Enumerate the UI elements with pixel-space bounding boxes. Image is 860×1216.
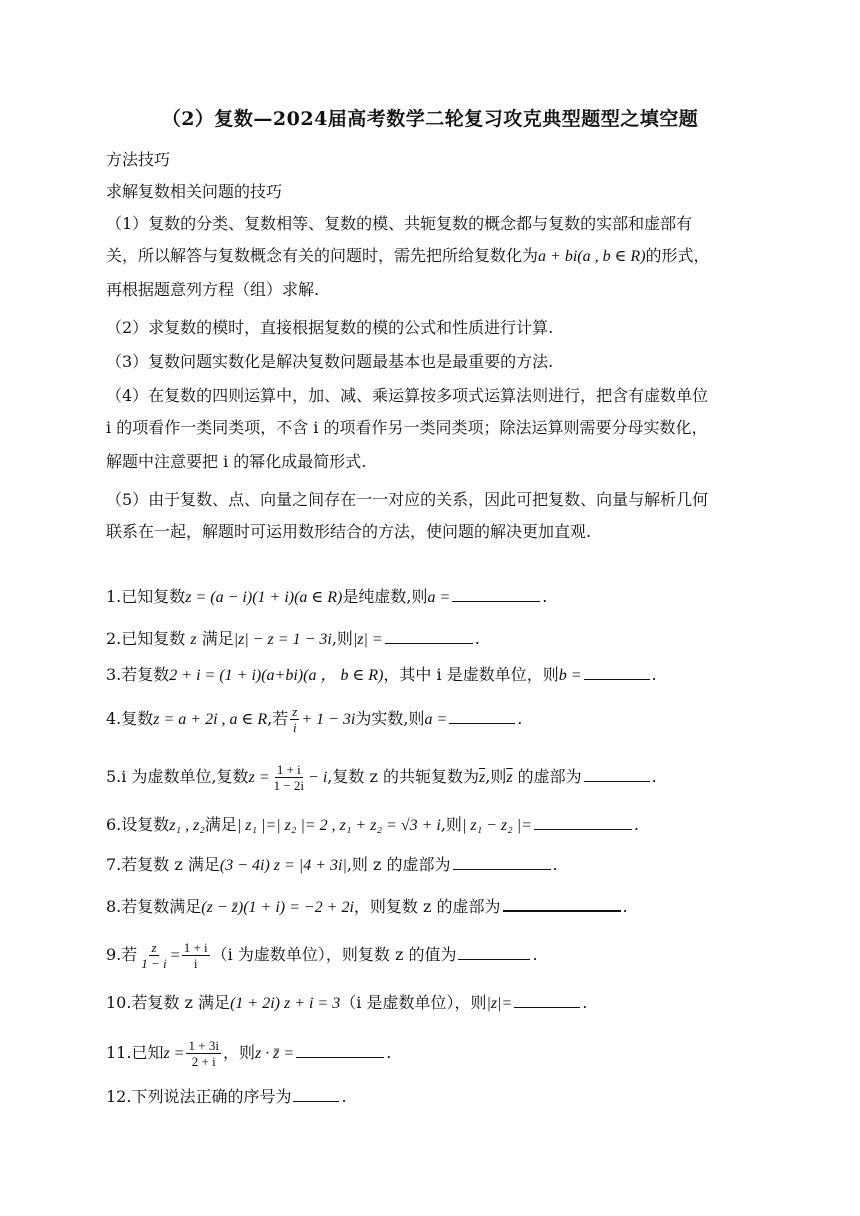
q5-fraction xyxy=(272,762,306,793)
method-p1-c: 再根据题意列方程（组）求解. xyxy=(106,280,320,299)
q1-prefix: 1.已知复数 xyxy=(106,587,186,606)
q9-frac2-num: 1 + i xyxy=(183,940,208,955)
q11-frac-num: 1 + 3i xyxy=(188,1038,219,1053)
method-p4-c: 解题中注意要把 i 的幂化成最简形式. xyxy=(106,452,367,471)
q10-prefix: 10.若复数 z 满足 xyxy=(106,993,231,1012)
method-p4-a: （4）在复数的四则运算中，加、减、乘运算按多项式运算法则进行，把含有虚数单位 xyxy=(106,386,709,405)
q2-answer-label: |z| = xyxy=(352,631,383,648)
q11-prefix: 11.已知 xyxy=(106,1043,164,1062)
q5-zbar: $\overline{z}$ xyxy=(479,769,486,786)
q9-frac2-den: i xyxy=(193,956,198,971)
q8-prefix: 8.若复数满足 xyxy=(106,897,202,916)
method-p5-a: （5）由于复数、点、向量之间存在一一对应的关系，因此可把复数、向量与解析几何 xyxy=(106,490,709,509)
q2-mid: 满足 xyxy=(201,629,234,648)
q6-mid: 满足 xyxy=(204,815,237,834)
q9-answer-blank[interactable] xyxy=(458,945,530,960)
q4-mid: ,若 xyxy=(267,709,289,728)
method-subheading: 求解复数相关问题的技巧 xyxy=(106,182,283,201)
q5-math2: − i xyxy=(308,769,328,786)
q6-math: | z₁ |=| z₂ |= 2 , z₁ + z₂ = √3 + i xyxy=(236,817,441,834)
method-p1-a: （1）复数的分类、复数相等、复数的模、共轭复数的概念都与复数的实部和虚部有 xyxy=(106,214,693,233)
q4-math2: + 1 − 3i xyxy=(301,711,356,728)
method-p2: （2）求复数的模时，直接根据复数的模的公式和性质进行计算. xyxy=(106,318,554,337)
q9-frac1-den: 1 − i xyxy=(141,956,167,971)
q6-z1z2: z₁ , z₂ xyxy=(169,817,205,834)
q4-answer-blank[interactable] xyxy=(449,709,515,724)
q10-answer-blank[interactable] xyxy=(514,993,580,1008)
question-7: 7.若复数 z 满足(3 − 4i) z = |4 + 3i|,则 z 的虚部为 . xyxy=(106,855,558,874)
q4-math: z = a + 2i , a ∈ R xyxy=(153,711,268,728)
q11-answer-label: z · z̄ = xyxy=(254,1045,295,1062)
question-9: 9.若 $\frac{z}{1 - i}$ = $\frac{1 + i}{i}$ （i 为虚数单位），则复数 z 的值为 . xyxy=(106,940,538,971)
question-1: 1.已知复数z = (a − i)(1 + i)(a ∈ R)是纯虚数,则a = . xyxy=(106,587,548,606)
q1-math: z = (a − i)(1 + i)(a ∈ R) xyxy=(185,589,343,606)
question-5: 5.i 为虚数单位,复数z = $\frac{1 + i}{1 - 2i}$ − i,复数 z 的共轭复数为$\overline{z}$,则$\overline{z}$ 的虚部为 . xyxy=(106,762,657,793)
q5-zbar2: $\overline{z}$ xyxy=(506,769,513,786)
method-p1-b xyxy=(106,246,760,267)
q3-answer-label: b = xyxy=(558,667,582,684)
q5-end: 的虚部为 xyxy=(517,767,582,786)
question-10: 10.若复数 z 满足(1 + 2i) z + i = 3（i 是虚数单位），则|z|= . xyxy=(106,993,588,1012)
q6-mid2: ,则 xyxy=(440,815,462,834)
q4-answer-label: a = xyxy=(424,711,448,728)
question-3: 3.若复数2 + i = (1 + i)(a+bi)(a ， b ∈ R)，其中 i 是虚数单位，则b = . xyxy=(106,665,657,684)
q11-frac-den: 2 + i xyxy=(191,1054,216,1069)
q3-math: 2 + i = (1 + i)(a+bi)(a ， b ∈ R) xyxy=(169,667,384,684)
q1-mid: 是纯虚数,则 xyxy=(342,587,428,606)
method-p1-b-text1: 关，所以解答与复数概念有关的问题时，需先把所给复数化为 xyxy=(106,246,539,265)
method-p1-b-text2: 的形式， xyxy=(645,246,710,265)
q2-math: |z| − z = 1 − 3i xyxy=(233,631,332,648)
question-12: 12.下列说法正确的序号为 . xyxy=(106,1087,347,1106)
q12-prefix: 12.下列说法正确的序号为 xyxy=(106,1087,292,1106)
q9-end: （i 为虚数单位），则复数 z 的值为 xyxy=(211,945,457,964)
q7-end: ,则 z 的虚部为 xyxy=(346,855,451,874)
q10-math: (1 + 2i) z + i = 3 xyxy=(230,995,341,1012)
q8-answer-blank[interactable] xyxy=(503,896,621,912)
q12-answer-blank[interactable] xyxy=(293,1087,339,1102)
q1-answer-blank[interactable] xyxy=(452,587,540,602)
q7-answer-blank[interactable] xyxy=(453,855,551,870)
q5-prefix: 5.i 为虚数单位,复数 xyxy=(106,767,249,786)
q4-frac-den: i xyxy=(292,720,297,735)
q8-math: (z − z̄)(1 + i) = −2 + 2i xyxy=(201,899,354,916)
q5-frac-num: 1 + i xyxy=(276,762,301,777)
q7-prefix: 7.若复数 z 满足 xyxy=(106,855,220,874)
q1-answer-label: a = xyxy=(427,589,451,606)
q2-answer-blank[interactable] xyxy=(385,629,473,644)
method-p3: （3）复数问题实数化是解决复数问题最基本也是最重要的方法. xyxy=(106,352,554,371)
q11-lhs: z = xyxy=(163,1045,185,1062)
q2-mid2: ,则 xyxy=(331,629,353,648)
q7-math: (3 − 4i) z = |4 + 3i| xyxy=(219,857,347,874)
method-heading: 方法技巧 xyxy=(106,150,171,169)
q4-frac-num: z xyxy=(292,704,298,719)
question-4: 4.复数z = a + 2i , a ∈ R,若 $\frac{z}{i}$ + 1 − 3i为实数,则a = . xyxy=(106,704,523,735)
method-p4-b: i 的项看作一类同类项，不含 i 的项看作另一类同类项；除法运算则需要分母实数化， xyxy=(106,418,708,437)
q6-prefix: 6.设复数 xyxy=(106,815,170,834)
q6-answer-label: | z₁ − z₂ |= xyxy=(461,817,532,834)
q3-mid: ，其中 i 是虚数单位，则 xyxy=(383,665,559,684)
q4-fraction xyxy=(290,704,299,735)
q2-z: z xyxy=(190,631,197,648)
q11-fraction xyxy=(186,1038,220,1069)
q9-prefix: 9.若 xyxy=(106,945,138,964)
q5-frac-den: 1 − 2i xyxy=(273,778,305,793)
q2-prefix: 2.已知复数 xyxy=(106,629,186,648)
q4-prefix: 4.复数 xyxy=(106,709,154,728)
q5-mid: ,复数 z 的共轭复数为 xyxy=(327,767,479,786)
q3-prefix: 3.若复数 xyxy=(106,665,170,684)
question-6: 6.设复数z₁ , z₂满足| z₁ |=| z₂ |= 2 , z₁ + z₂ = √3 + i,则| z₁ − z₂ |= . xyxy=(106,815,639,834)
question-2: 2.已知复数 z 满足|z| − z = 1 − 3i,则|z| = . xyxy=(106,629,480,648)
question-8: 8.若复数满足(z − z̄)(1 + i) = −2 + 2i，则复数 z 的虚部为 . xyxy=(106,897,628,916)
question-11: 11.已知z = $\frac{1 + 3i}{2 + i}$ ，则z · z̄ = . xyxy=(106,1038,392,1069)
q10-answer-label: |z|= xyxy=(486,995,513,1012)
q5-mid2: ,则 xyxy=(485,767,507,786)
q10-mid: （i 是虚数单位），则 xyxy=(340,993,487,1012)
method-p1-b-math: a + bi(a , b ∈ R) xyxy=(538,248,646,265)
q5-answer-blank[interactable] xyxy=(584,767,650,782)
q11-answer-blank[interactable] xyxy=(296,1043,384,1058)
q8-end: ，则复数 z 的虚部为 xyxy=(353,897,501,916)
q9-fraction-right xyxy=(182,940,210,971)
q9-frac1-num: z xyxy=(151,940,157,955)
q4-mid2: 为实数,则 xyxy=(355,709,425,728)
q9-equals: = xyxy=(170,947,180,964)
q5-lhs: z = xyxy=(248,769,270,786)
q11-mid: ，则 xyxy=(222,1043,255,1062)
q6-answer-blank[interactable] xyxy=(534,815,632,830)
q3-answer-blank[interactable] xyxy=(584,665,650,680)
method-p5-b: 联系在一起，解题时可运用数形结合的方法，使问题的解决更加直观. xyxy=(106,522,592,541)
page-title: （2）复数—2024届高考数学二轮复习攻克典型题型之填空题 xyxy=(161,108,699,130)
q9-fraction-left xyxy=(139,940,168,971)
